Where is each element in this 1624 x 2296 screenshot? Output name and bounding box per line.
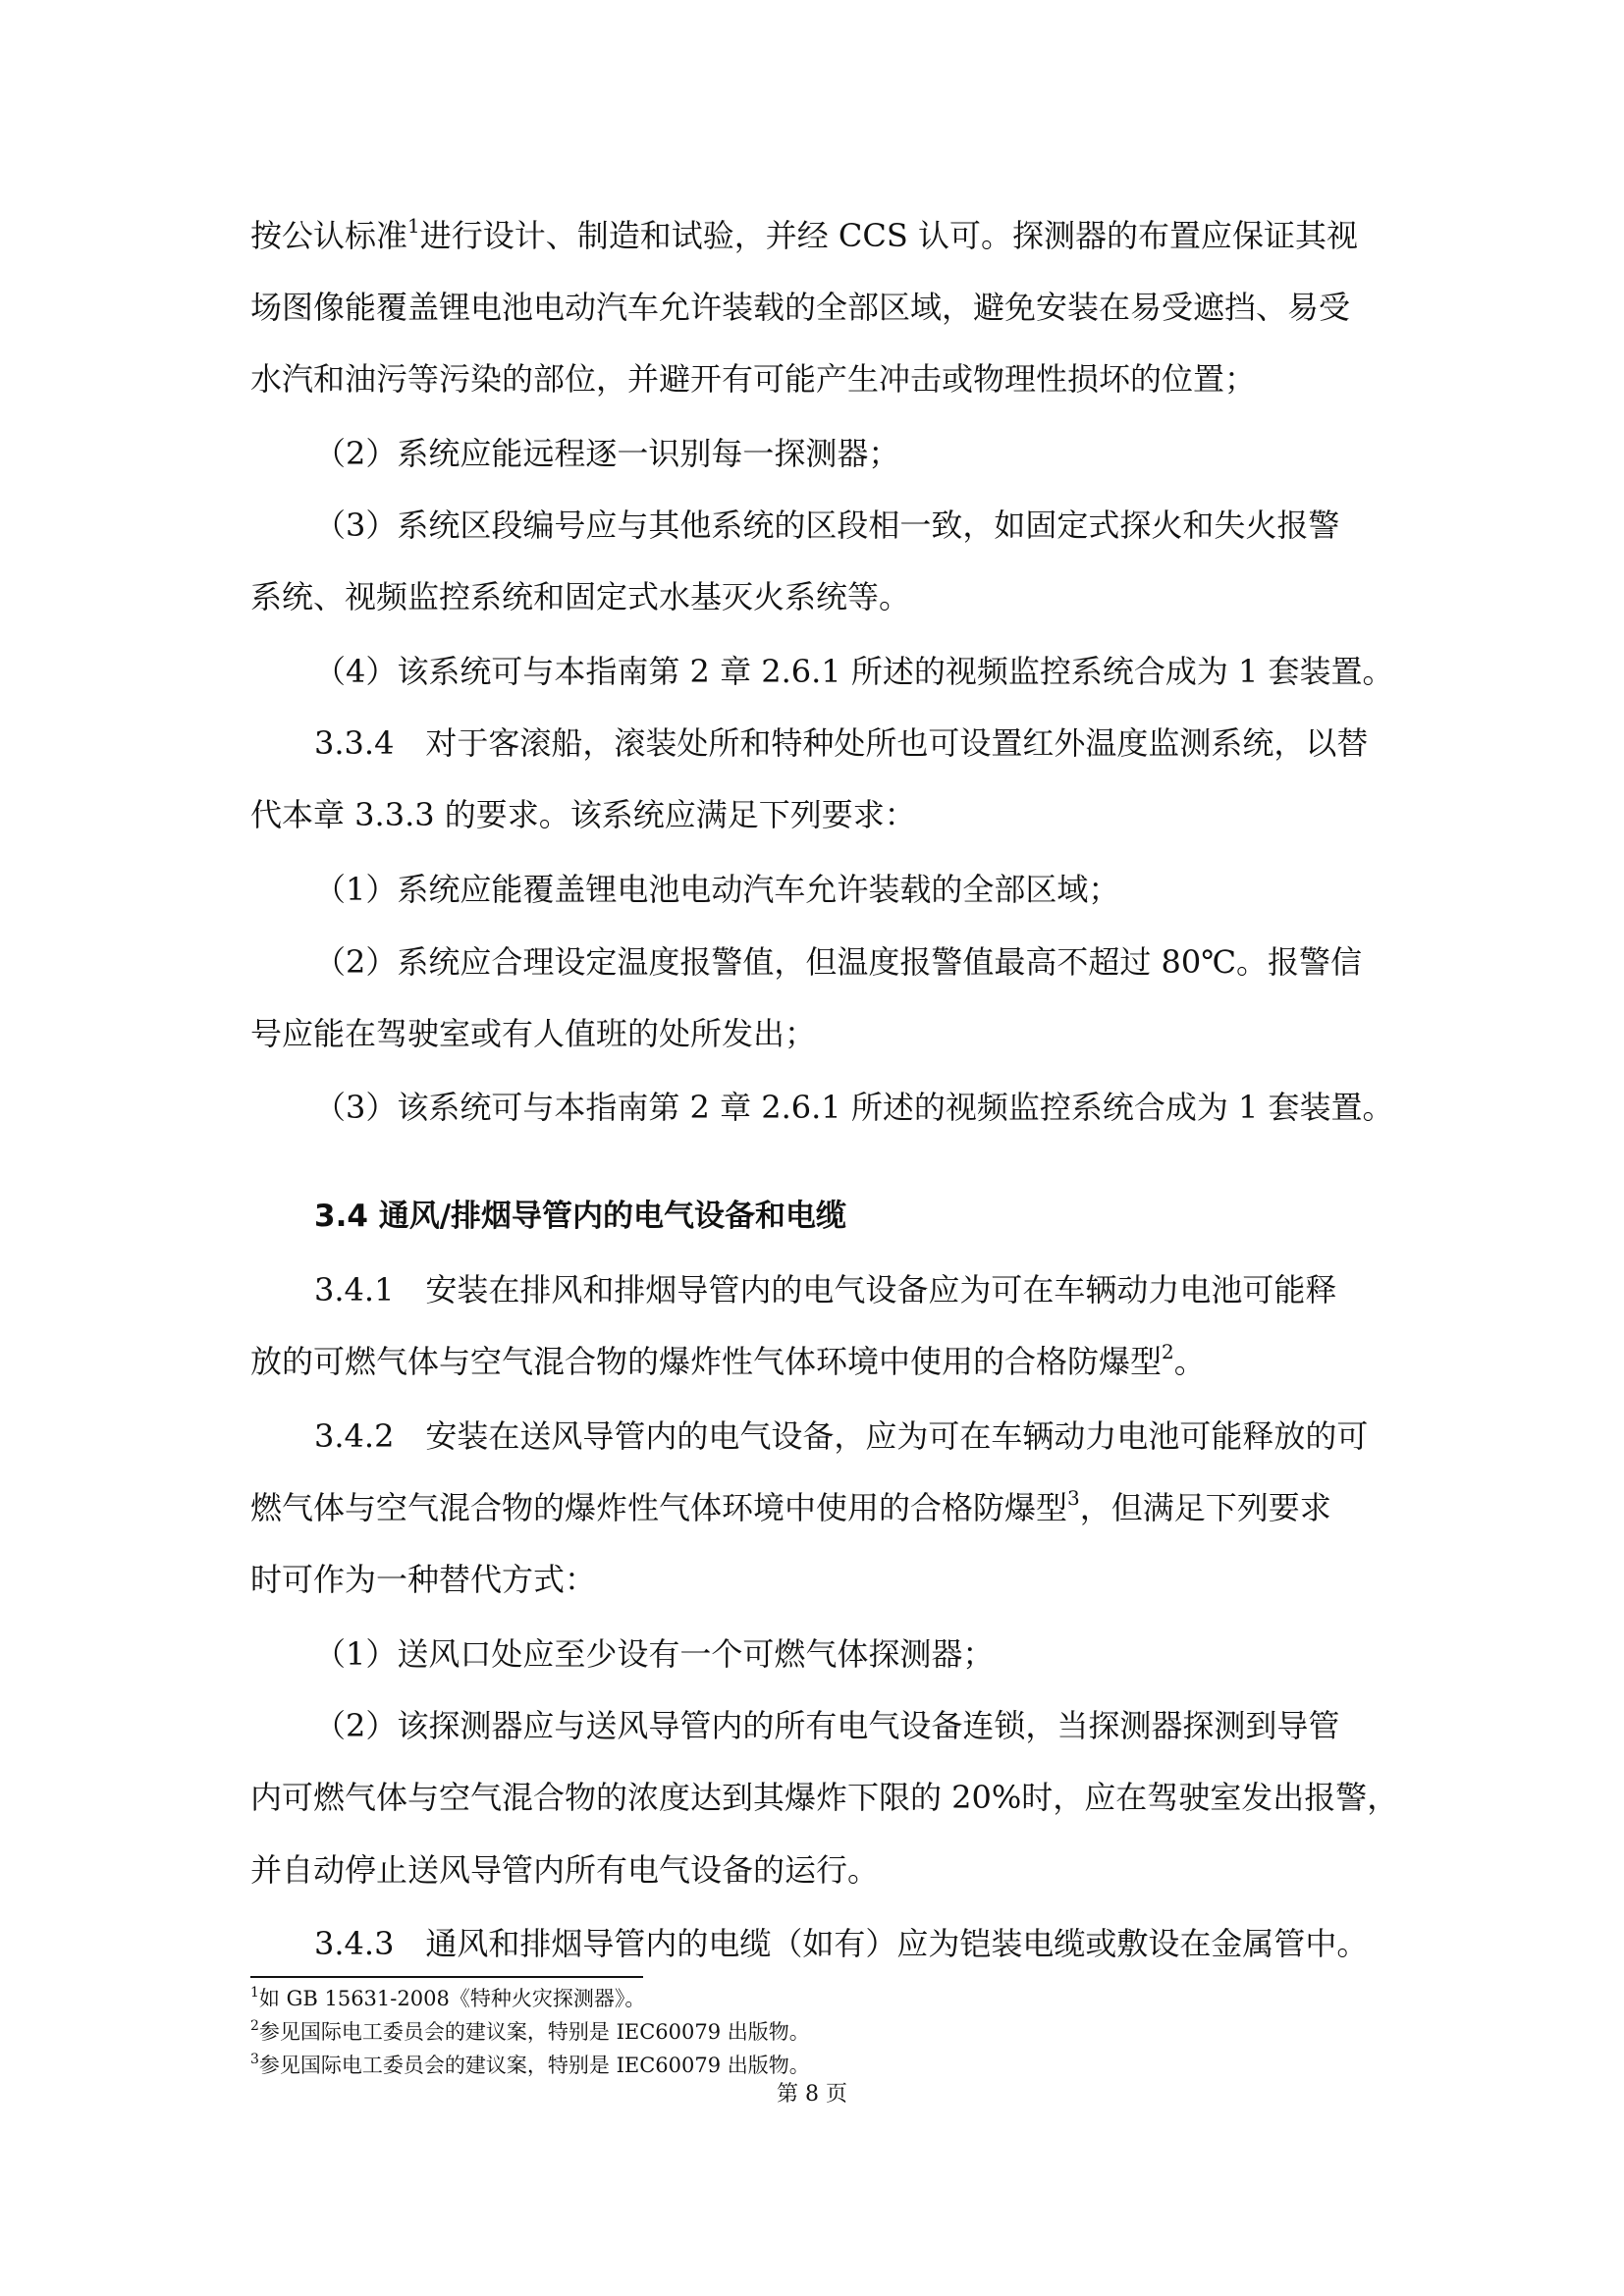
text-segment: 燃气体与空气混合物的爆炸性气体环境中使用的合格防爆型 [250, 1489, 1068, 1526]
paragraph-line [250, 1488, 1331, 1527]
clause-3-4-2: 3.4.2 安装在送风导管内的电气设备，应为可在车辆动力电池可能释放的可 [314, 1417, 1369, 1455]
list-item-4: （4）该系统可与本指南第 2 章 2.6.1 所述的视频监控系统合成为 1 套装置。 [314, 653, 1394, 690]
text-segment: 放的可燃气体与空气混合物的爆炸性气体环境中使用的合格防爆型 [250, 1343, 1163, 1380]
text-segment: 进行设计、制造和试验，并经 CCS 认可。探测器的布置应保证其视 [419, 217, 1358, 254]
paragraph-line [250, 216, 1358, 255]
footnote-2 [250, 2018, 810, 2046]
list-item-2: （2）系统应合理设定温度报警值，但温度报警值最高不超过 80℃。报警信 [314, 943, 1363, 981]
paragraph-line: 号应能在驾驶室或有人值班的处所发出； [250, 1015, 817, 1052]
footnote-ref-3[interactable]: 3 [1067, 1486, 1080, 1511]
paragraph-line: 代本章 3.3.3 的要求。该系统应满足下列要求： [250, 796, 916, 833]
text-segment: 。 [1173, 1343, 1206, 1380]
section-heading-3-4: 3.4 通风/排烟导管内的电气设备和电缆 [314, 1199, 847, 1234]
footnote-mark: 2 [250, 2018, 259, 2034]
paragraph-line: 内可燃气体与空气混合物的浓度达到其爆炸下限的 20%时，应在驾驶室发出报警， [250, 1779, 1399, 1816]
clause-3-3-4: 3.3.4 对于客滚船，滚装处所和特种处所也可设置红外温度监测系统，以替 [314, 724, 1369, 762]
footnote-separator [250, 1976, 643, 1978]
list-item-1: （1）送风口处应至少设有一个可燃气体探测器； [314, 1635, 995, 1673]
clause-3-4-1: 3.4.1 安装在排风和排烟导管内的电气设备应为可在车辆动力电池可能释 [314, 1271, 1337, 1308]
list-item-3: （3）系统区段编号应与其他系统的区段相一致，如固定式探火和失火报警 [314, 507, 1340, 544]
paragraph-line: 时可作为一种替代方式： [250, 1561, 597, 1598]
text-segment: 按公认标准 [250, 217, 408, 254]
list-item-2: （2）系统应能远程逐一识别每一探测器； [314, 435, 900, 472]
footnote-ref-1[interactable]: 1 [407, 214, 420, 239]
clause-3-4-3: 3.4.3 通风和排烟导管内的电缆（如有）应为铠装电缆或敷设在金属管中。 [314, 1925, 1369, 1962]
paragraph-line: 系统、视频监控系统和固定式水基灭火系统等。 [250, 578, 911, 615]
footnote-mark: 3 [250, 2052, 259, 2067]
footnote-1 [250, 1985, 645, 2012]
list-item-3: （3）该系统可与本指南第 2 章 2.6.1 所述的视频监控系统合成为 1 套装置。 [314, 1089, 1394, 1126]
paragraph-line [250, 1342, 1206, 1381]
footnote-text: 参见国际电工委员会的建议案，特别是 IEC60079 出版物。 [258, 2054, 810, 2077]
list-item-2: （2）该探测器应与送风导管内的所有电气设备连锁，当探测器探测到导管 [314, 1707, 1340, 1744]
footnote-text: 参见国际电工委员会的建议案，特别是 IEC60079 出版物。 [258, 2020, 810, 2044]
paragraph-line: 场图像能覆盖锂电池电动汽车允许装载的全部区域，避免安装在易受遮挡、易受 [250, 289, 1351, 326]
footnote-text: 如 GB 15631-2008《特种火灾探测器》。 [258, 1987, 646, 2010]
page-number: 第 8 页 [777, 2082, 847, 2107]
list-item-1: （1）系统应能覆盖锂电池电动汽车允许装载的全部区域； [314, 871, 1120, 908]
paragraph-line: 并自动停止送风导管内所有电气设备的运行。 [250, 1851, 880, 1889]
footnote-3 [250, 2052, 810, 2079]
footnote-ref-2[interactable]: 2 [1162, 1340, 1174, 1364]
text-segment: ，但满足下列要求 [1079, 1489, 1331, 1526]
footnote-mark: 1 [250, 1985, 259, 2001]
paragraph-line: 水汽和油污等污染的部位，并避开有可能产生冲击或物理性损坏的位置； [250, 360, 1257, 398]
